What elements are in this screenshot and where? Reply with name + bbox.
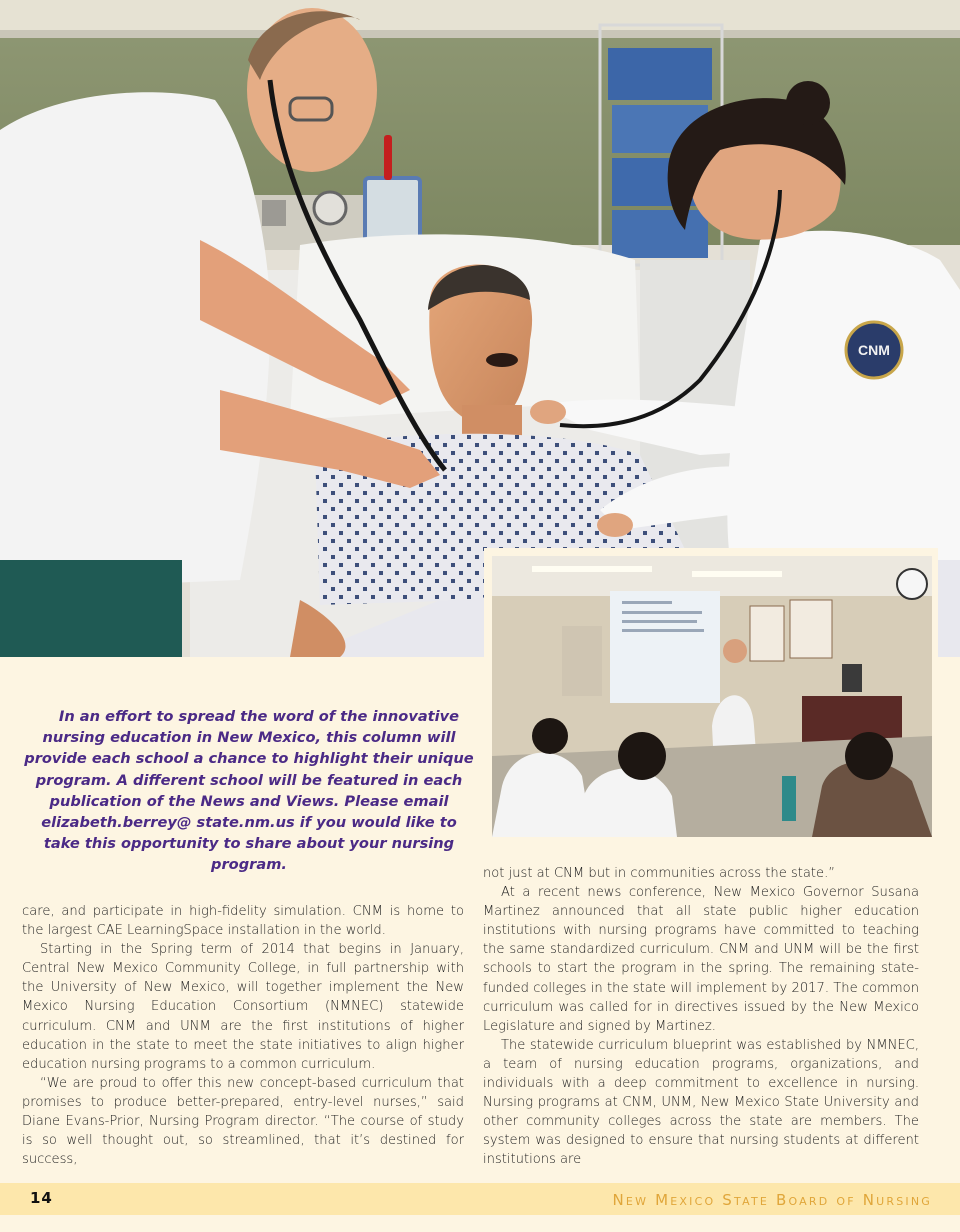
ceiling (0, 0, 960, 34)
article-paragraph: care, and participate in high-fidelity simulation. CNM is home to the largest CAE LearningSpace installation in the world. (22, 904, 464, 939)
article-right-column (483, 864, 919, 1170)
inset-photo-frame (484, 548, 938, 844)
article-left-column (22, 902, 464, 1169)
article-paragraph: “We are proud to offer this new concept-based curriculum that promises to produce better-prepared, entry-level nurses,” said Diane Evans-Prior, Nursing Program director. “The course of study is so well thought out, so streamlined, that it’s destined for success, (22, 1075, 464, 1168)
article-paragraph: At a recent news conference, New Mexico Governor Susana Martinez announced that all state public higher education institutions with nursing programs have committed to teaching the same standardized curriculum. CNM and UNM will be the first schools to start the program in the spring. The remaining state-funded colleges in the state will implement by 2017. The common curriculum was called for in directives issued by the New Mexico Legislature and signed by Martinez. (483, 885, 919, 1034)
article-paragraph: not just at CNM but in communities across the state.” (483, 866, 836, 881)
wall-clock-icon (897, 569, 927, 599)
article-paragraph: Starting in the Spring term of 2014 that begins in January, Central New Mexico Community College, in full partnership with the University of New Mexico, will together implement the New Mexico Nursing Education Consortium (NMNEC) statewide curriculum. CNM and UNM are the first institutions of higher education in the state to meet the state initiatives to align higher education nursing programs to a common curriculum. (22, 942, 464, 1072)
projection-screen (610, 591, 720, 703)
inset-photo (492, 556, 932, 837)
publication-name: New Mexico State Board of Nursing (612, 1191, 932, 1209)
cnm-badge-label: CNM (858, 342, 890, 358)
page-number: 14 (30, 1189, 53, 1207)
page-footer (0, 1183, 960, 1215)
article-paragraph: The statewide curriculum blueprint was established by NMNEC, a team of nursing education programs, organizations, and individuals with a deep commitment to excellence in nursing. Nursing programs at CNM, UNM, New Mexico State University and other community colleges across the state are members. The system was designed to ensure that nursing students at different institutions are (483, 1037, 919, 1168)
intro-callout: In an effort to spread the word of the innovative nursing education in New Mexico, this column will provide each school a chance to highlight their unique program. A different school will be featured in each publication of the News and Views. Please email elizabeth.berrey@ state.nm.us if you would like to take this opportunity to share about your nursing program. (24, 708, 474, 874)
